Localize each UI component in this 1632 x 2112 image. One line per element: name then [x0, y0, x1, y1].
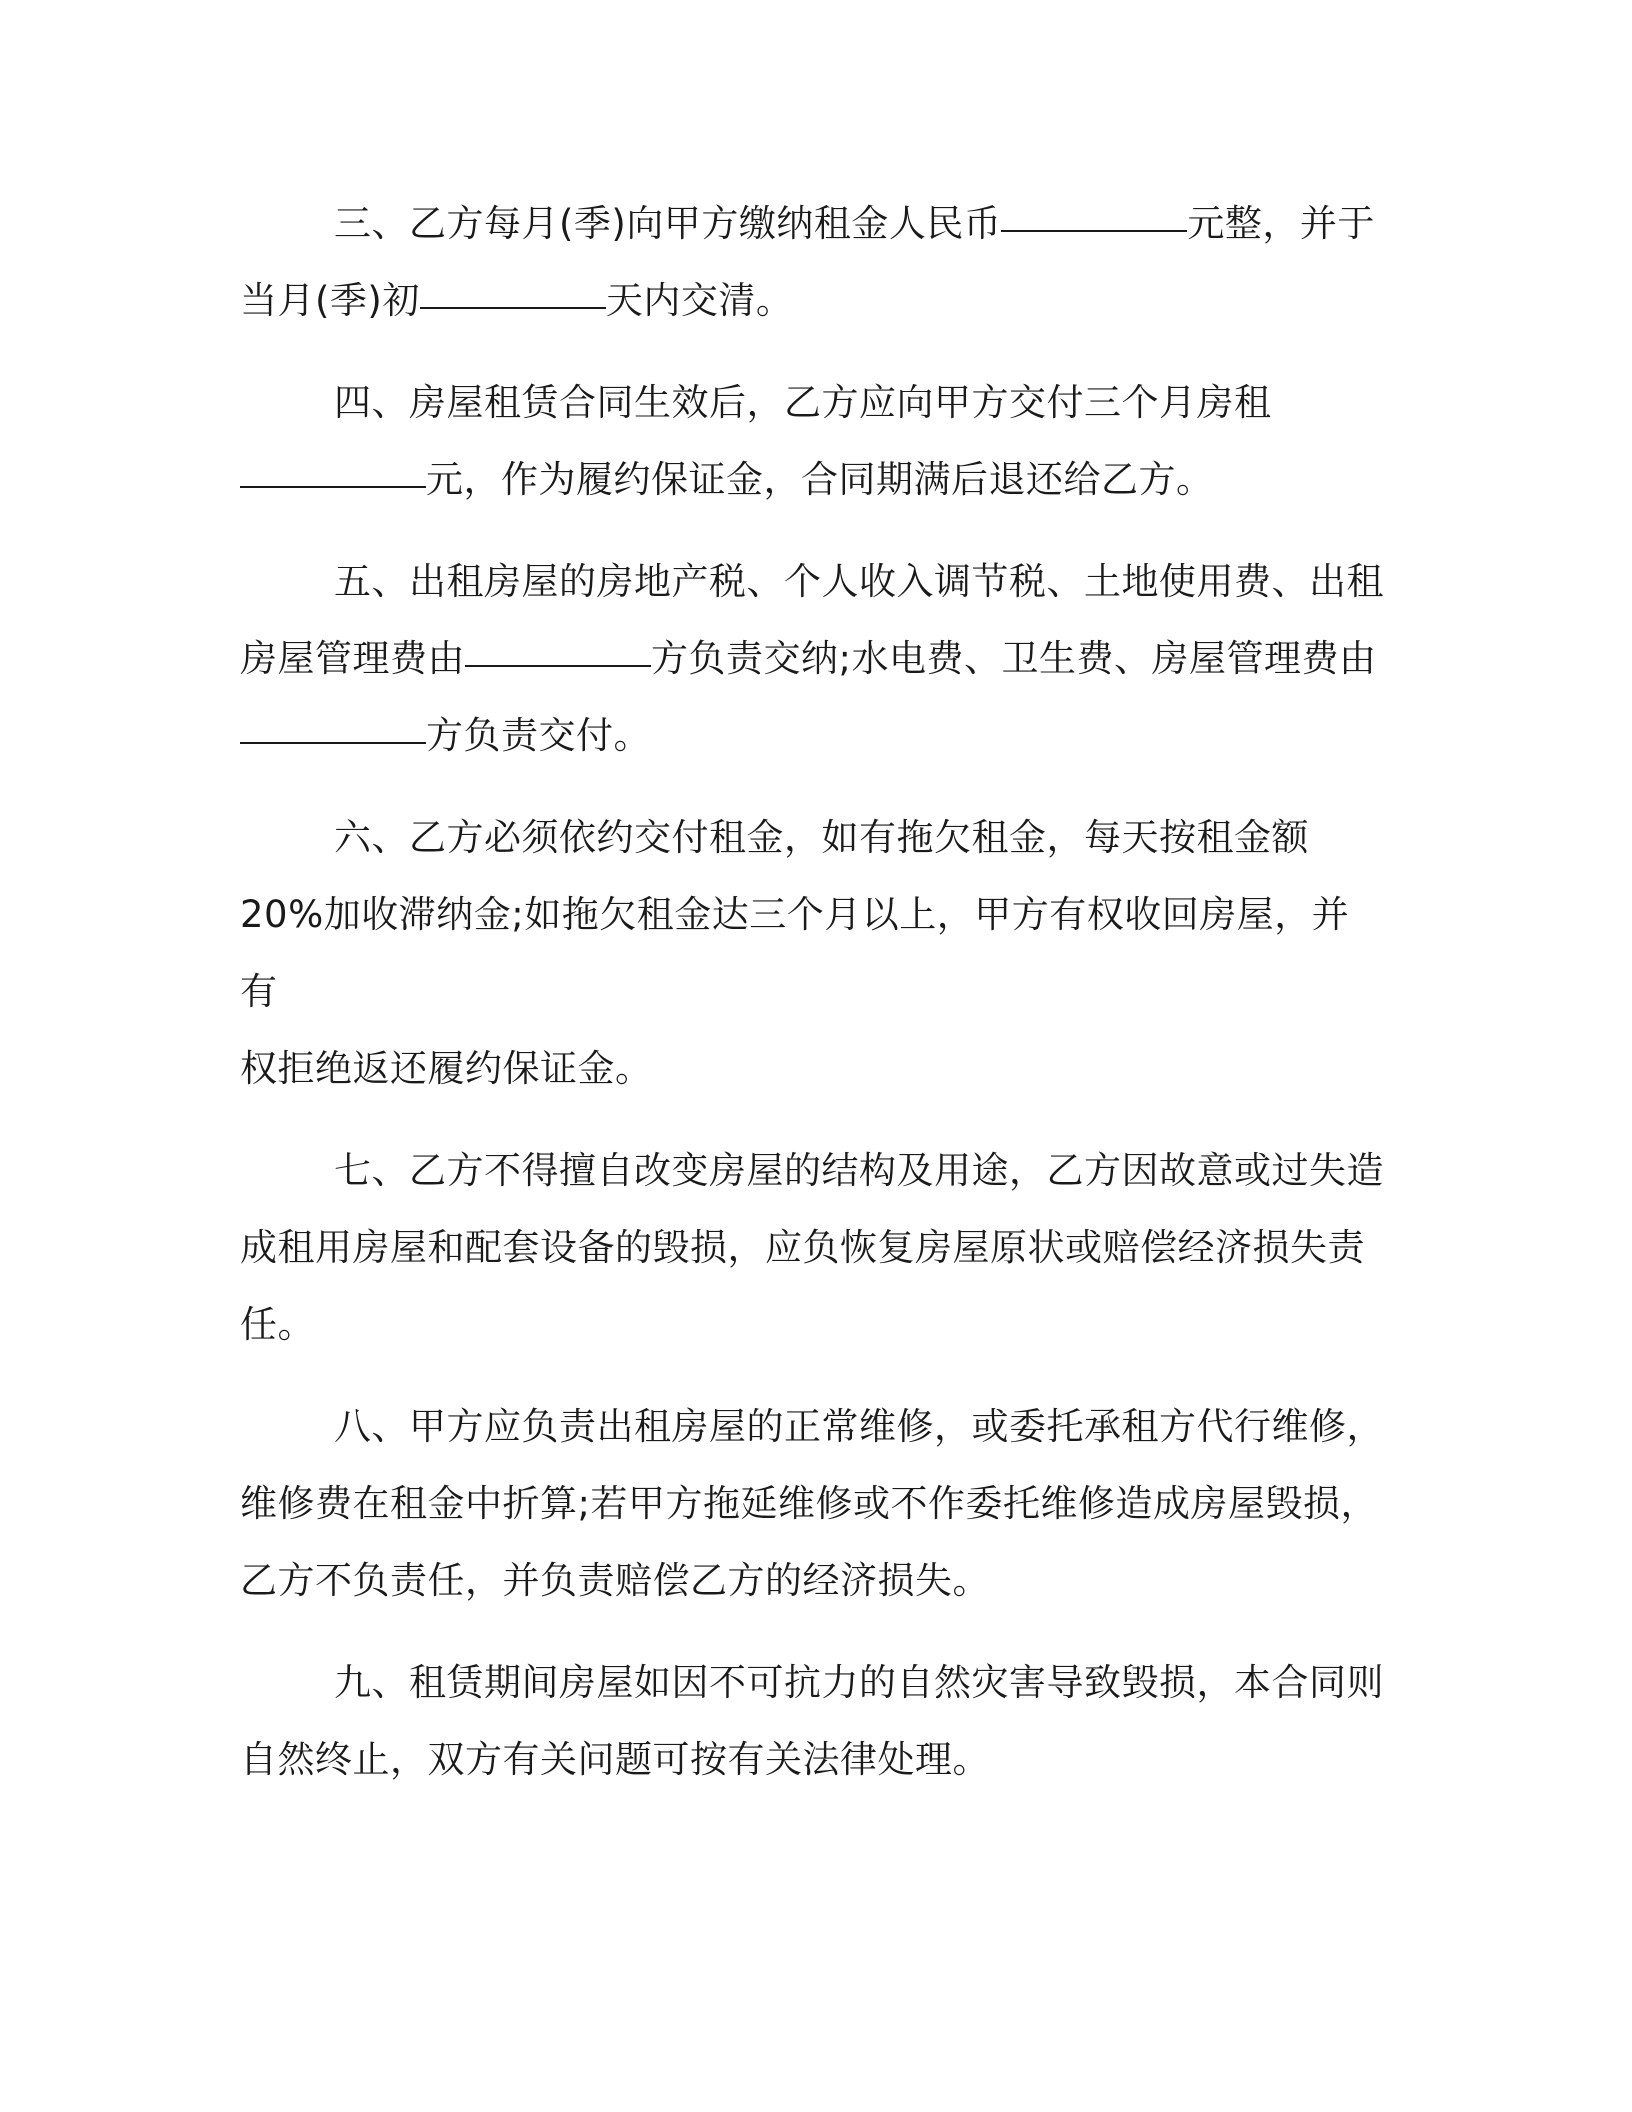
clause-text: 任。: [240, 1303, 315, 1346]
clause-text: 九、租赁期间房屋如因不可抗力的自然灾害导致毁损，本合同则: [334, 1661, 1384, 1704]
clause-four: [240, 364, 1385, 518]
clause-text: 方负责交付。: [426, 714, 651, 757]
clause-text: 元，作为履约保证金，合同期满后退还给乙方。: [426, 458, 1214, 501]
clause-five: [240, 543, 1385, 774]
clause-text: 20%加收滞纳金;如拖欠租金达三个月以上，甲方有权收回房屋，并有: [240, 893, 1350, 1013]
clause-text: 八、甲方应负责出租房屋的正常维修，或委托承租方代行维修，: [334, 1405, 1384, 1448]
clause-text: 乙方不负责任，并负责赔偿乙方的经济损失。: [240, 1559, 990, 1602]
clause-three: [240, 185, 1385, 339]
clause-eight: [240, 1388, 1385, 1619]
fill-in-blank: [420, 306, 606, 309]
clause-six: [240, 799, 1385, 1107]
clause-text: 维修费在租金中折算;若甲方拖延维修或不作委托维修造成房屋毁损，: [240, 1482, 1378, 1525]
clause-text: 三、乙方每月(季)向甲方缴纳租金人民币: [334, 202, 1002, 245]
clause-text: 方负责交纳;水电费、卫生费、房屋管理费由: [651, 637, 1377, 680]
clause-text: 四、房屋租赁合同生效后，乙方应向甲方交付三个月房租: [334, 381, 1272, 424]
clause-text: 成租用房屋和配套设备的毁损，应负恢复房屋原状或赔偿经济损失责: [240, 1226, 1365, 1269]
fill-in-blank: [240, 485, 426, 488]
clause-text: 房屋管理费由: [240, 637, 465, 680]
clause-text: 七、乙方不得擅自改变房屋的结构及用途，乙方因故意或过失造: [334, 1149, 1384, 1192]
clause-text: 当月(季)初: [240, 279, 420, 322]
clause-text: 自然终止，双方有关问题可按有关法律处理。: [240, 1738, 990, 1781]
fill-in-blank: [1001, 229, 1187, 232]
fill-in-blank: [240, 741, 426, 744]
clause-text: 六、乙方必须依约交付租金，如有拖欠租金，每天按租金额: [334, 816, 1309, 859]
clause-text: 天内交清。: [605, 279, 794, 322]
clause-text: 五、出租房屋的房地产税、个人收入调节税、土地使用费、出租: [334, 560, 1384, 603]
clause-text: 元整，并于: [1187, 202, 1375, 245]
clause-seven: [240, 1132, 1385, 1363]
contract-body: [240, 185, 1385, 1823]
fill-in-blank: [465, 664, 651, 667]
clause-text: 权拒绝返还履约保证金。: [240, 1047, 653, 1090]
clause-nine: [240, 1644, 1385, 1798]
